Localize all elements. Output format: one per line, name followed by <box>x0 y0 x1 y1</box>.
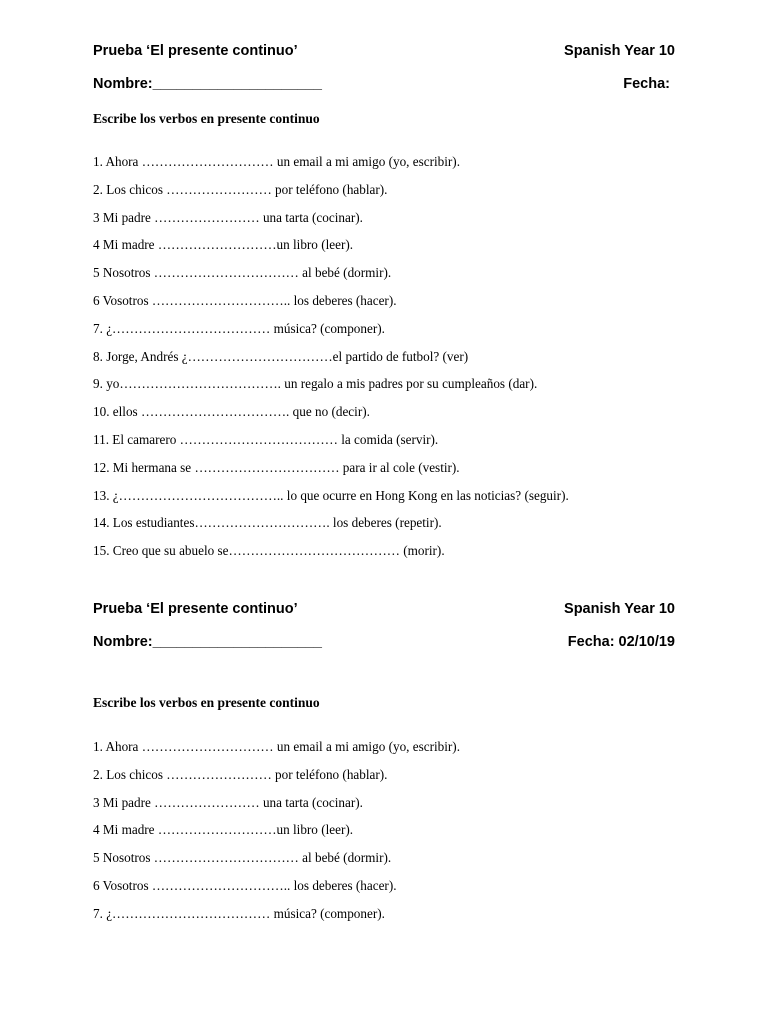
test-title: Prueba ‘El presente continuo’ <box>93 601 298 617</box>
exercise-item: 7. ¿……………………………… música? (componer). <box>93 320 385 336</box>
date-field: Fecha: <box>623 76 670 92</box>
exercise-item: 3 Mi padre …………………… una tarta (cocinar). <box>93 794 363 810</box>
exercise-item: 1. Ahora ………………………… un email a mi amigo (yo, escribir). <box>93 739 460 754</box>
exercise-item: 10. ellos ……………………………. que no (decir). <box>93 404 370 420</box>
class-label: Spanish Year 10 <box>564 43 675 59</box>
test-title: Prueba ‘El presente continuo’ <box>93 43 298 59</box>
instruction: Escribe los verbos en presente continuo <box>93 111 320 126</box>
exercise-item: 1. Ahora ………………………… un email a mi amigo (yo, escribir). <box>93 154 460 169</box>
exercise-item: 7. ¿……………………………… música? (componer). <box>93 905 385 921</box>
exercise-item: 13. ¿……………………………….. lo que ocurre en Hong Kong en las noticias? (seguir). <box>93 487 569 503</box>
exercise-item: 3 Mi padre …………………… una tarta (cocinar). <box>93 209 363 225</box>
exercise-item: 12. Mi hermana se …………………………… para ir al cole (vestir). <box>93 459 460 475</box>
exercise-item: 4 Mi madre ………………………un libro (leer). <box>93 822 354 838</box>
name-date-row <box>93 632 675 652</box>
test-title-row <box>93 41 675 61</box>
exercise-item: 5 Nosotros …………………………… al bebé (dormir). <box>93 265 392 281</box>
exercise-item: 9. yo………………………………. un regalo a mis padres por su cumpleaños (dar). <box>93 376 538 392</box>
exercise-list <box>93 153 569 570</box>
date-field: Fecha: 02/10/19 <box>567 634 675 650</box>
exercise-item: 15. Creo que su abuelo se………………………………… (morir). <box>93 543 445 559</box>
class-label: Spanish Year 10 <box>564 601 675 617</box>
exercise-item: 5 Nosotros …………………………… al bebé (dormir). <box>93 850 392 866</box>
exercise-item: 6 Vosotros ………………………….. los deberes (hacer). <box>93 292 397 308</box>
name-field: Nombre:_____________________ <box>93 634 322 650</box>
exercise-item: 11. El camarero ……………………………… la comida (servir). <box>93 431 439 447</box>
exercise-item: 4 Mi madre ………………………un libro (leer). <box>93 237 354 253</box>
instruction: Escribe los verbos en presente continuo <box>93 695 320 710</box>
exercise-item: 2. Los chicos …………………… por teléfono (hablar). <box>93 181 388 197</box>
exercise-item: 2. Los chicos …………………… por teléfono (hablar). <box>93 766 388 782</box>
exercise-item: 14. Los estudiantes…………………………. los deberes (repetir). <box>93 515 442 531</box>
exercise-item: 6 Vosotros ………………………….. los deberes (hacer). <box>93 877 397 893</box>
exercise-item: 8. Jorge, Andrés ¿……………………………el partido de futbol? (ver) <box>93 348 469 364</box>
test-title-row <box>93 599 675 619</box>
exercise-list <box>93 738 460 933</box>
name-date-row <box>93 74 675 94</box>
name-field: Nombre:_____________________ <box>93 76 322 92</box>
